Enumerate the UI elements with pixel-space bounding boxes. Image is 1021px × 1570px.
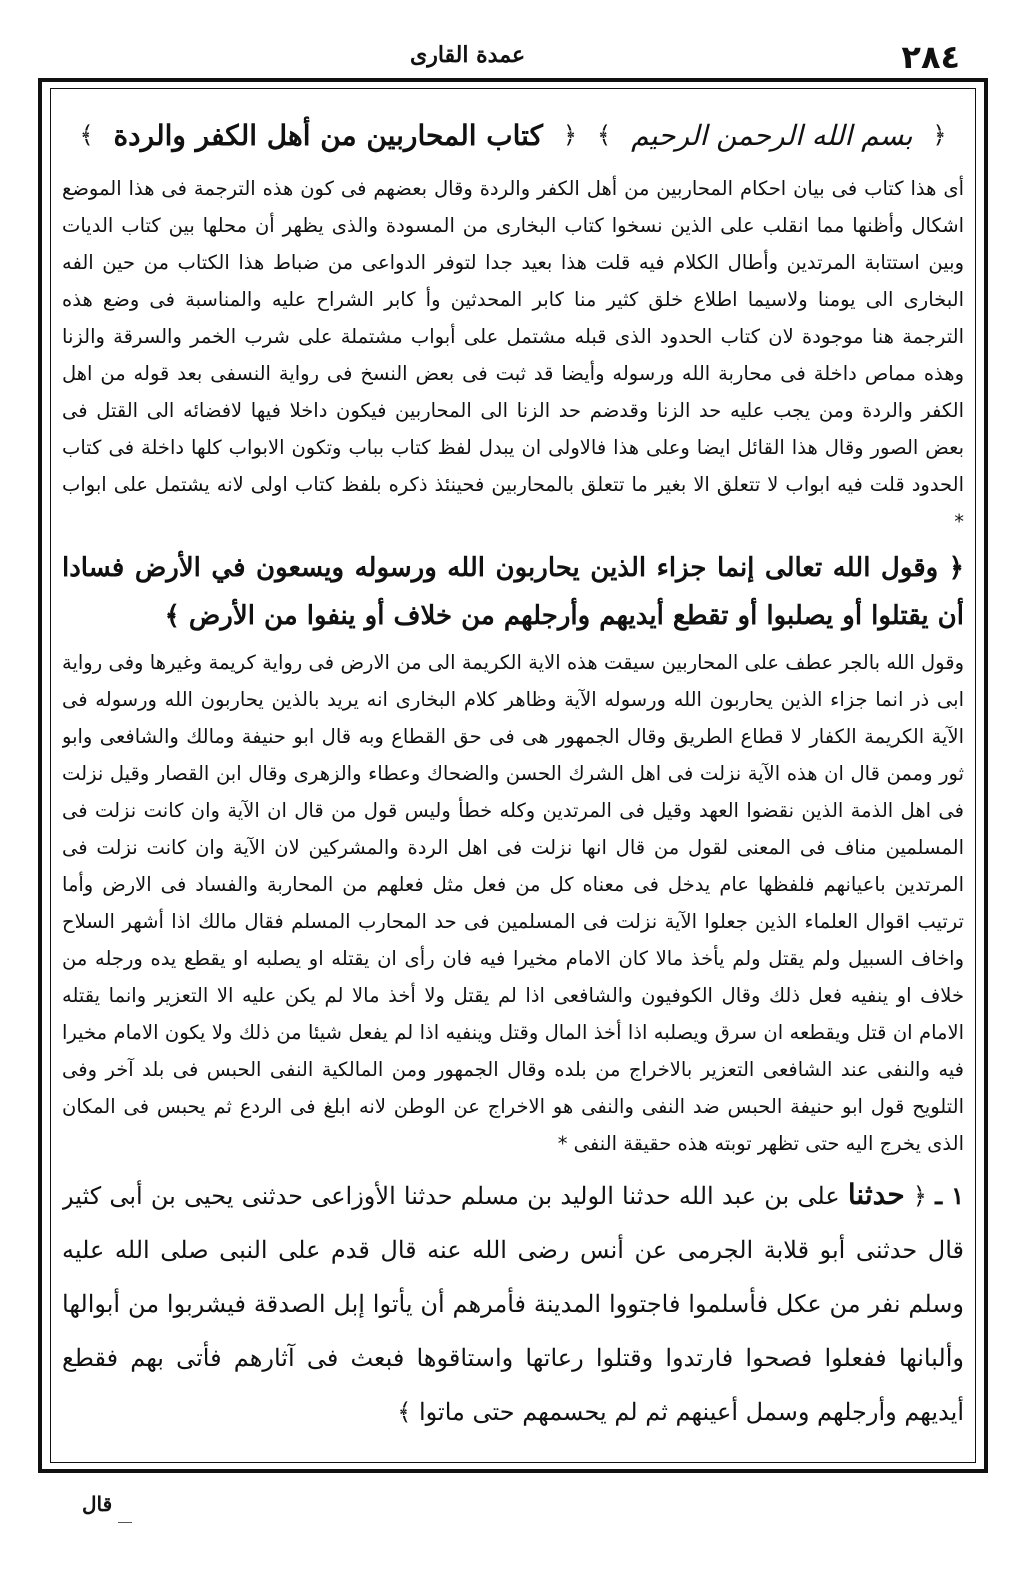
verse-text: وقول الله تعالى إنما جزاء الذين يحاربون الله ورسوله ويسعون في الأرض فسادا أن يقتلوا أو يصلبوا أو تقطع أيديهم وأرجلهم من خلاف أو ينفوا من الأرض: [62, 553, 964, 631]
title-ornament-open: ﴿: [562, 121, 578, 149]
ornament-close: ﴾: [597, 121, 612, 149]
hadith-lead: حدثنا: [847, 1178, 905, 1211]
footer-tick: [118, 1522, 132, 1523]
book-title: عمدة القارى: [410, 42, 526, 68]
title-ornament-close: ﴾: [79, 121, 94, 149]
page-number: ٢٨٤: [901, 38, 960, 76]
hadith-open-bracket: ﴿: [912, 1182, 927, 1210]
hadith-text: على بن عبد الله حدثنا الوليد بن مسلم حدثنا الأوزاعى حدثنى يحيى بن أبى كثير قال حدثنى أبو قلابة الجرمى عن أنس رضى الله عنه قال قدم على النبى صلى الله عليه وسلم نفر من عكل فأسلموا فاجتووا المدينة فأمرهم أن يأتوا إبل الصدقة فيشربوا من أبوالها وألبانها ففعلوا فصحوا فارتدوا وقتلوا رعاتها واستاقوها فبعث فى آثارهم فأتى بهم فقطع أيديهم وأرجلهم وسمل أعينهم ثم لم يحسمهم حتى ماتوا: [62, 1182, 964, 1426]
basmala: بسم الله الرحمن الرحيم: [631, 118, 913, 152]
running-head: [40, 38, 990, 78]
verse-close-bracket: ﴾: [164, 601, 180, 631]
chapter-title: كتاب المحاربين من أهل الكفر والردة: [113, 118, 543, 152]
hadith-block: [62, 1168, 964, 1439]
hadith-close-bracket: ﴾: [397, 1398, 412, 1426]
hadith-number: ١ ـ: [935, 1181, 964, 1210]
page-content: [62, 100, 964, 1455]
chapter-heading: [62, 100, 964, 170]
ornament-open: ﴿: [932, 121, 947, 149]
verse-open-bracket: ﴿: [948, 553, 964, 583]
intro-paragraph: أى هذا كتاب فى بيان احكام المحاربين من أهل الكفر والردة وقال بعضهم فى كون هذه الترجمة فى هذا الموضع اشكال وأظنها مما انقلب على الذين نسخوا كتاب البخارى من المسودة والذى يظهر أن محلها بين كتاب الديات وبين استتابة المرتدين وأطال الكلام فيه قلت هذا بعيد جدا لتوفر الدواعى من ضباط هذا الكتاب من حين الفه البخارى الى يومنا ولاسيما اطلاع خلق كثير منا كابر المحدثين وأ كابر الشراح عليه والمناسبة فى وضع هذه الترجمة هنا موجودة لان كتاب الحدود الذى قبله مشتمل على أبواب مشتملة على شرب الخمر والسرقة والزنا وهذه مماص داخلة فى محاربة الله ورسوله وأيضا قد ثبت فى بعض النسخ فى رواية النسفى بعد قوله من اهل الكفر والردة ومن يجب عليه حد الزنا وقدضم حد الزنا الى المحاربين فيكون داخلا فيها لافضائه الى القتل فى بعض الصور وقال هذا القائل ايضا وعلى هذا فالاولى ان يبدل لفظ كتاب بباب وتكون الابواب كلها داخلة فى كتاب الحدود قلت فيه ابواب لا تتعلق الا بغير ما تتعلق بالمحاربين فحينئذ ذكره بلفظ كتاب اولى لانه يشتمل على ابواب *: [62, 177, 964, 533]
quran-verse: [62, 544, 964, 640]
catchword: قال: [82, 1492, 113, 1516]
commentary-paragraph: وقول الله بالجر عطف على المحاربين سيقت هذه الاية الكريمة الى من الارض فى رواية كريمة وغيرها وفى رواية ابى ذر انما جزاء الذين يحاربون الله ورسوله الآية وظاهر كلام البخارى انه يريد بالذين يحاربون الله ورسوله فى الآية الكريمة الكفار لا قطاع الطريق وقال الجمهور هى فى حق القطاع وبه قال ابو حنيفة ومالك والشافعى وابو ثور وممن قال ان هذه الآية نزلت فى اهل الشرك الحسن والضحاك وعطاء والزهرى وقال ابن القصار وقيل نزلت فى اهل الذمة الذين نقضوا العهد وقيل فى المرتدين وكله خطأ وليس قول من قال ان الآية وان كانت نزلت فى المسلمين مناف فى المعنى لقول من قال انها نزلت فى اهل الردة والمشركين لان الآية وان كانت نزلت فى المرتدين باعيانهم فلفظها عام يدخل فى معناه كل من فعل مثل فعلهم من المحاربة والفساد فى الارض وأما ترتيب اقوال العلماء الذين جعلوا الآية نزلت فى المسلمين فى حد المحارب المسلم فقال مالك اذا أشهر السلاح واخاف السبيل ولم يقتل ولم يأخذ مالا كان الامام مخيرا فيه فان رأى ان يقتله او يصلبه او يقطع يده ورجله من خلاف او ينفيه فعل ذلك وقال الكوفيون والشافعى اذا لم يقتل ولا أخذ مالا لم يكن عليه الا التعزير وانما يقتله الامام ان قتل ويقطعه ان سرق ويصلبه اذا أخذ المال وقتل وينفيه اذا لم يفعل شيئا من ذلك ولا يكون الامام مخيرا فيه والنفى عند الشافعى التعزير بالاخراج من بلده وقال الجمهور ومن المالكية النفى الحبس فى بلد آخر وفى التلويح قول ابو حنيفة الحبس ضد النفى والنفى هو الاخراج عن الوطن لانه ابلغ فى الردع ثم يحبس فى المكان الذى يخرج اليه حتى تظهر توبته هذه حقيقة النفى *: [62, 651, 964, 1155]
